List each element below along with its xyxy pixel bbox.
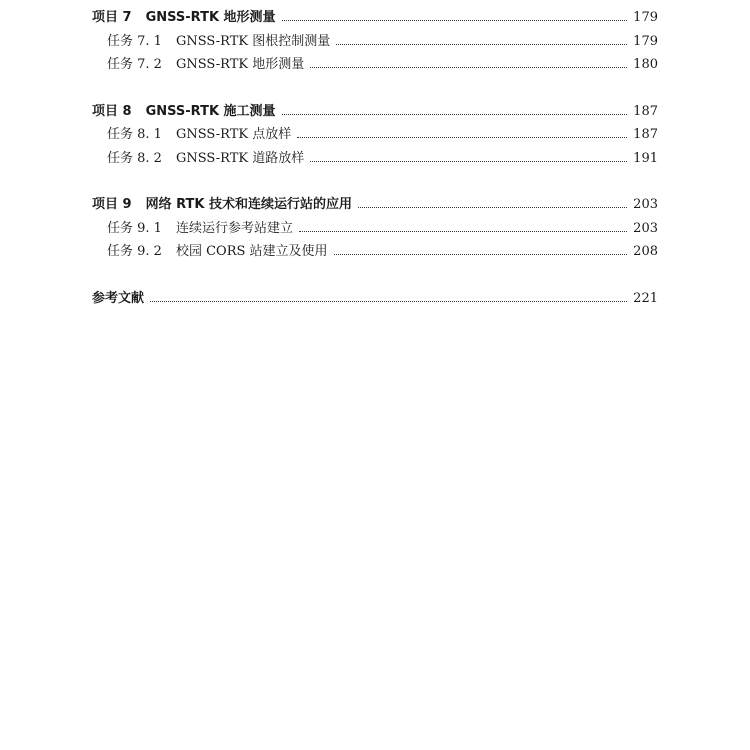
chapter-number: 项目 7 xyxy=(92,10,132,25)
chapter-title: GNSS-RTK 施工测量 xyxy=(145,103,276,119)
chapter-title: 网络 RTK 技术和连续运行站的应用 xyxy=(145,197,352,212)
task-title: 连续运行参考站建立 xyxy=(175,220,293,236)
dot-leader xyxy=(282,114,628,115)
task-title: GNSS-RTK 点放样 xyxy=(175,127,292,142)
section-spacer xyxy=(92,77,658,100)
toc-task-8-2 xyxy=(92,147,658,171)
page-number: 208 xyxy=(633,244,658,259)
toc-chapter-8 xyxy=(92,100,658,124)
page-number: 179 xyxy=(633,33,658,49)
table-of-contents xyxy=(92,6,658,310)
chapter-title: GNSS-RTK 地形测量 xyxy=(145,10,276,25)
dot-leader xyxy=(310,161,627,162)
task-number: 任务 9. 1 xyxy=(107,220,162,236)
task-number: 任务 7. 1 xyxy=(107,33,162,49)
dot-leader xyxy=(334,254,628,255)
page-number: 187 xyxy=(633,103,658,119)
chapter-number: 项目 8 xyxy=(92,103,132,119)
references-title: 参考文献 xyxy=(92,290,145,306)
toc-task-8-1 xyxy=(92,123,658,147)
dot-leader xyxy=(297,137,627,138)
page-number: 221 xyxy=(633,290,658,306)
task-title: GNSS-RTK 地形测量 xyxy=(175,57,305,72)
section-spacer xyxy=(92,170,658,193)
toc-references xyxy=(92,287,658,311)
page-number: 179 xyxy=(633,10,658,25)
section-spacer xyxy=(92,264,658,287)
dot-leader xyxy=(310,67,627,68)
task-number: 任务 8. 1 xyxy=(107,127,162,142)
dot-leader xyxy=(336,44,627,45)
toc-chapter-7 xyxy=(92,6,658,30)
task-number: 任务 7. 2 xyxy=(107,57,162,72)
dot-leader xyxy=(282,20,628,21)
dot-leader xyxy=(358,207,627,208)
toc-task-7-1 xyxy=(92,30,658,54)
toc-task-9-2 xyxy=(92,240,658,264)
page-number: 203 xyxy=(633,197,658,212)
page-number: 180 xyxy=(633,57,658,72)
task-title: GNSS-RTK 道路放样 xyxy=(175,150,305,166)
dot-leader xyxy=(150,301,627,302)
page-number: 187 xyxy=(633,127,658,142)
chapter-number: 项目 9 xyxy=(92,197,132,212)
toc-chapter-9 xyxy=(92,193,658,217)
task-number: 任务 9. 2 xyxy=(107,244,162,259)
page-number: 191 xyxy=(633,150,658,166)
task-title: 校园 CORS 站建立及使用 xyxy=(175,244,328,259)
task-title: GNSS-RTK 图根控制测量 xyxy=(175,33,331,49)
toc-task-7-2 xyxy=(92,53,658,77)
task-number: 任务 8. 2 xyxy=(107,150,162,166)
toc-task-9-1 xyxy=(92,217,658,241)
dot-leader xyxy=(299,231,627,232)
page-number: 203 xyxy=(633,220,658,236)
